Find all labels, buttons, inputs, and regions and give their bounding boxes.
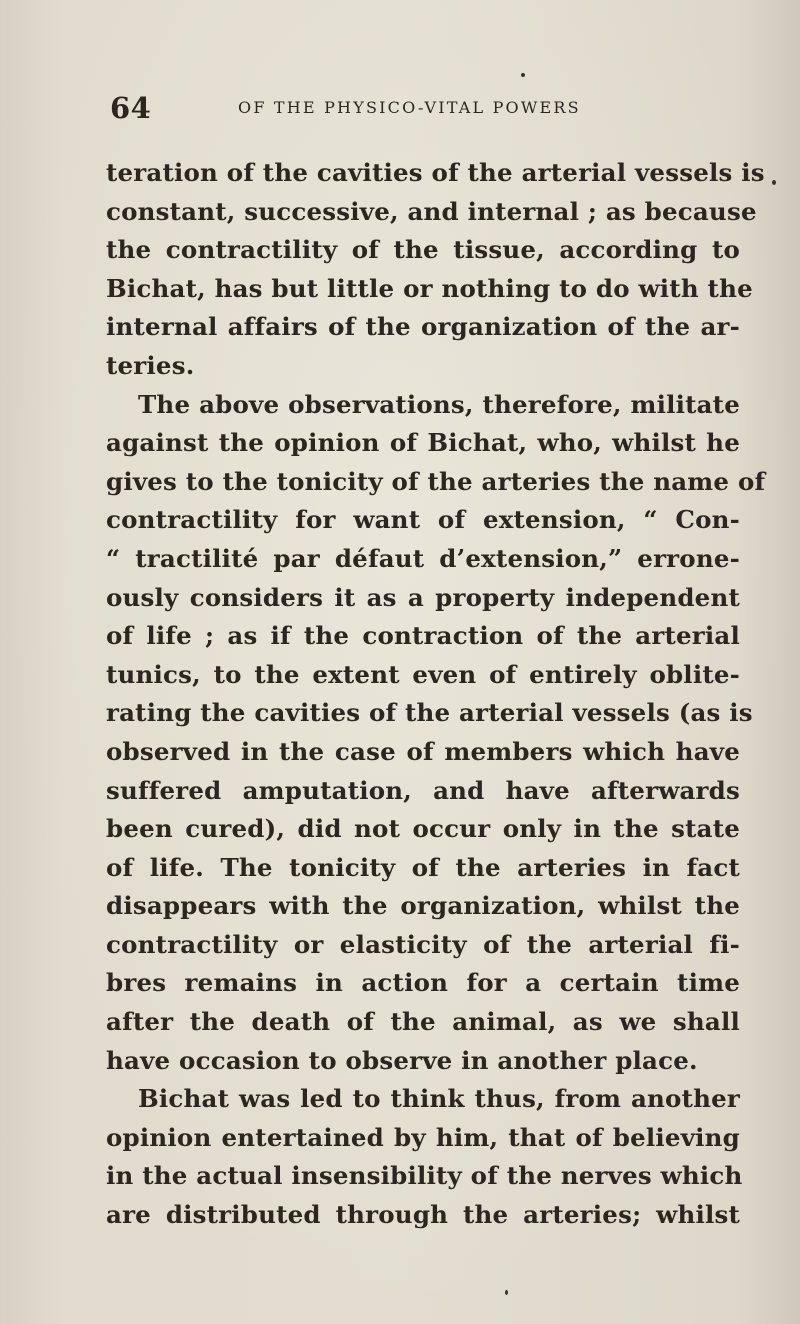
text-line: ously considers it as a property independent: [106, 582, 740, 612]
paper-speck: [521, 73, 525, 77]
text-line: been cured), did not occur only in the state: [106, 814, 740, 844]
text-line: after the death of the animal, as we shall: [106, 1007, 740, 1037]
text-line: have occasion to observe in another place.: [106, 1045, 698, 1075]
text-line: bres remains in action for a certain time: [106, 968, 740, 998]
text-line: are distributed through the arteries; whilst: [106, 1200, 740, 1230]
text-line: the contractility of the tissue, according to: [106, 235, 740, 265]
body-text: [106, 154, 766, 1235]
text-line: constant, successive, and internal ; as because: [106, 196, 757, 226]
text-line: opinion entertained by him, that of believing: [106, 1122, 740, 1152]
text-line: disappears with the organization, whilst the: [106, 891, 740, 921]
text-line: internal affairs of the organization of the ar-: [106, 312, 740, 342]
text-line: tunics, to the extent even of entirely oblite-: [106, 659, 740, 689]
text-line: observed in the case of members which have: [106, 736, 740, 766]
paper-speck: [772, 180, 776, 185]
running-head: OF THE PHYSICO-VITAL POWERS: [238, 98, 581, 117]
paragraph-start-line: Bichat was led to think thus, from another: [138, 1084, 740, 1114]
page-number: 64: [110, 91, 152, 125]
text-line: teries.: [106, 350, 195, 380]
paper-speck: [505, 1290, 508, 1295]
text-line: contractility for want of extension, “ Con-: [106, 505, 740, 535]
text-line: of life ; as if the contraction of the arterial: [106, 621, 740, 651]
text-line: suffered amputation, and have afterwards: [106, 775, 740, 805]
text-line: contractility or elasticity of the arterial fi-: [106, 929, 740, 959]
text-line: against the opinion of Bichat, who, whilst he: [106, 428, 740, 458]
text-line: Bichat, has but little or nothing to do with the: [106, 273, 753, 303]
text-line: teration of the cavities of the arterial vessels is: [106, 158, 765, 187]
text-line: “ tractilité par défaut d’extension,” errone-: [106, 543, 740, 573]
text-line: in the actual insensibility of the nerves which: [106, 1161, 743, 1191]
text-line: of life. The tonicity of the arteries in fact: [106, 852, 740, 882]
text-line: rating the cavities of the arterial vessels (as is: [106, 698, 753, 728]
text-line: gives to the tonicity of the arteries the name of: [106, 466, 766, 496]
page-header: [110, 88, 740, 128]
paragraph-start-line: The above observations, therefore, militate: [138, 389, 740, 419]
